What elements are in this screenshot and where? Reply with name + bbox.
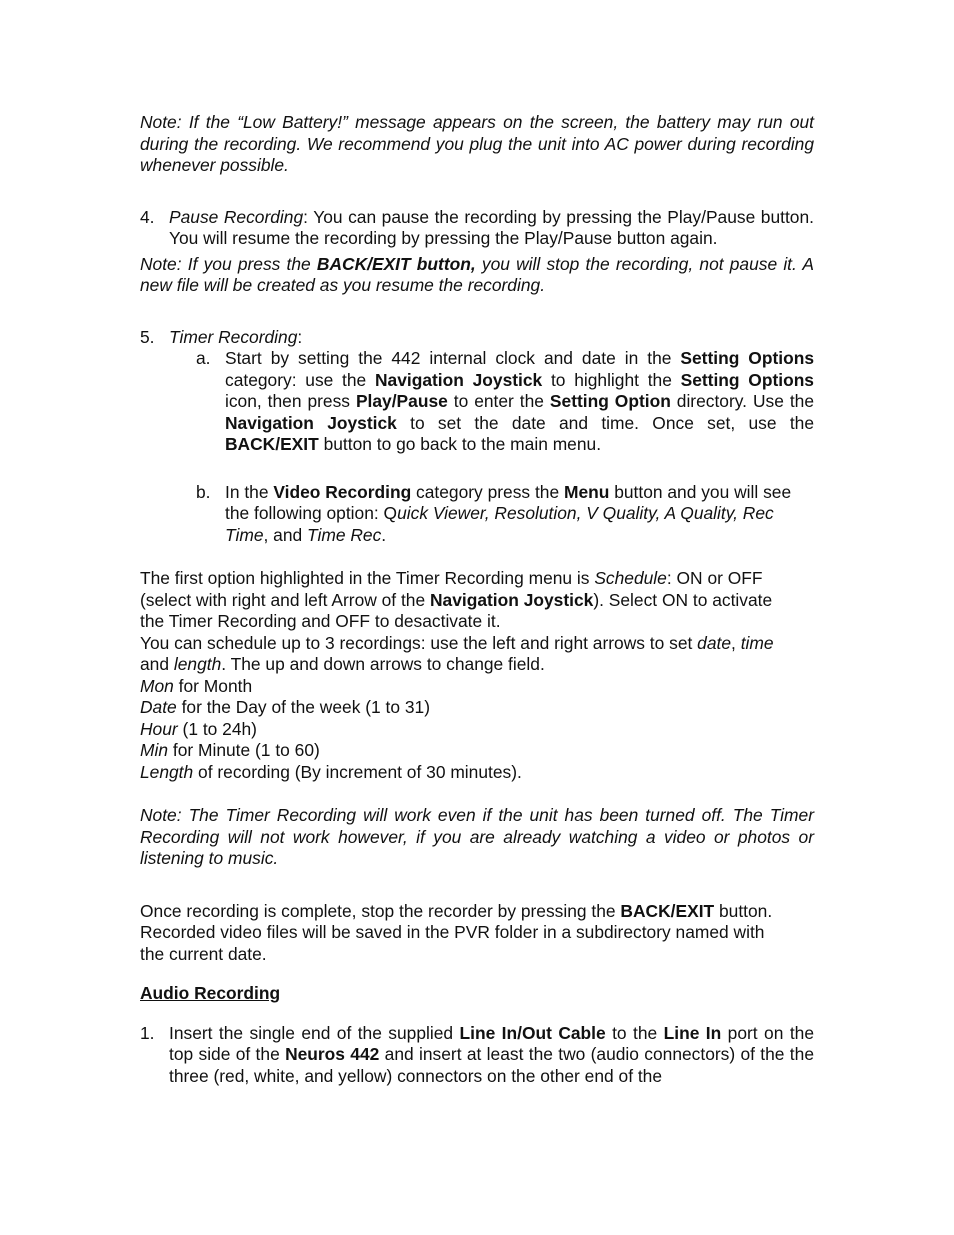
field-line: Length of recording (By increment of 30 minutes). bbox=[140, 761, 522, 782]
field-line: Min for Minute (1 to 60) bbox=[140, 740, 320, 760]
sub-letter: b. bbox=[196, 481, 211, 502]
field-line: Date for the Day of the week (1 to 31) bbox=[140, 697, 430, 717]
list-number: 5. bbox=[140, 326, 155, 347]
sub-item-a: a. Start by setting the 442 internal clock and date in the Setting Options category: use the Navigation Joystick to highlight the Setting Options icon, then press Play/Pause to enter the Setting Option directory. Use the Navigation Joystick to set the date and time. Once set, use the BACK/EXIT button to go back to the main menu. bbox=[196, 348, 814, 454]
timer-note: Note: The Timer Recording will work even if the unit has been turned off. The Timer Recording will not work however, if you are already watching a video or photos or listening to music. bbox=[140, 805, 814, 868]
audio-list-item-1: 1. Insert the single end of the supplied Line In/Out Cable to the Line In port on the top side of the Neuros 442 and insert at least the two (audio connectors) of the the three (red, white, and yellow) connectors on the other end of the bbox=[140, 1022, 814, 1086]
low-battery-note: Note: If the “Low Battery!” message appears on the screen, the battery may run out during the recording. We recommend you plug the unit into AC power during recording whenever possible. bbox=[140, 112, 814, 175]
list-item-timer-recording: 5. Timer Recording: bbox=[140, 326, 303, 347]
list-number: 1. bbox=[140, 1022, 155, 1043]
list-number: 4. bbox=[140, 206, 155, 227]
field-line: Mon for Month bbox=[140, 675, 253, 696]
back-exit-note: Note: If you press the BACK/EXIT button, you will stop the recording, not pause it. A new file will be created as you resume the recording. bbox=[140, 253, 814, 295]
schedule-paragraph: The first option highlighted in the Timer Recording menu is Schedule: ON or OFF (select with right and left Arrow of the Navigation Joystick). Select ON to activate the Timer Recording and OFF to desactivate it. bbox=[140, 568, 773, 631]
schedule-paragraph-2: You can schedule up to 3 recordings: use the left and right arrows to set date, time and length. The up and down arrows to change field. bbox=[140, 632, 774, 674]
document-page bbox=[140, 112, 814, 1087]
field-line: Hour (1 to 24h) bbox=[140, 718, 257, 739]
item-title: Pause Recording bbox=[169, 206, 304, 227]
sub-item-b: b. In the Video Recording category press the Menu button and you will see the following option: Quick Viewer, Resolution, V Quality, A Quality, Rec Time, and Time Rec. bbox=[196, 481, 792, 545]
audio-recording-heading: Audio Recording bbox=[140, 983, 281, 1003]
list-item-pause-recording: 4. Pause Recording: You can pause the recording by pressing the Play/Pause button. You will resume the recording by pressing the Play/Pause button again. bbox=[140, 206, 814, 248]
sub-letter: a. bbox=[196, 348, 211, 368]
item-title: Timer Recording bbox=[169, 326, 298, 347]
recording-complete-paragraph: Once recording is complete, stop the recorder by pressing the BACK/EXIT button. Recorded video files will be saved in the PVR folder in a subdirectory named with the current date. bbox=[140, 900, 773, 964]
